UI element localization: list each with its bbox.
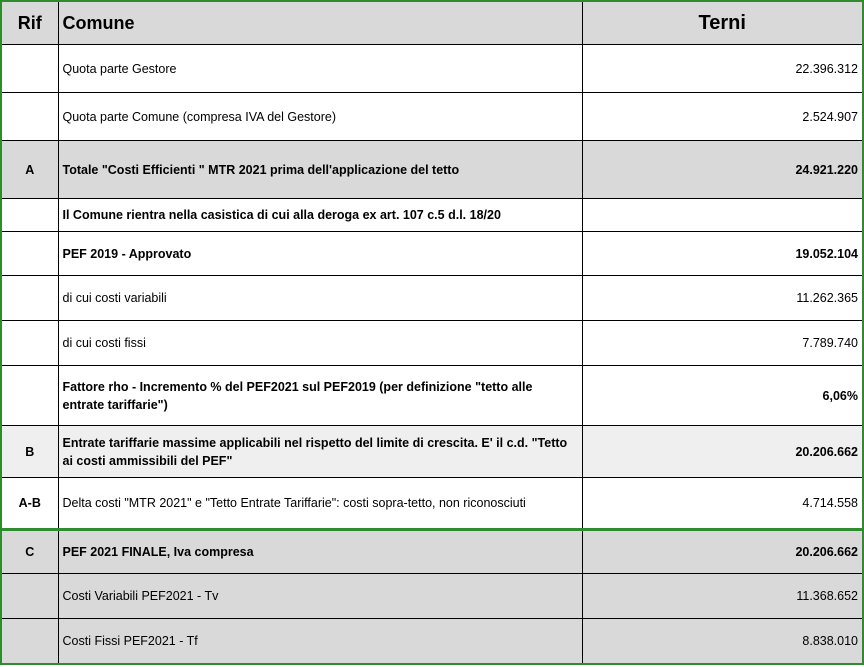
description-cell: Totale "Costi Efficienti " MTR 2021 prima dell'applicazione del tetto <box>58 141 582 199</box>
value-cell: 20.206.662 <box>582 530 863 574</box>
table-row <box>1 276 863 321</box>
table-row <box>1 199 863 232</box>
value-cell: 8.838.010 <box>582 619 863 664</box>
header-terni: Terni <box>582 1 863 45</box>
description-cell: Quota parte Gestore <box>58 45 582 93</box>
table-row <box>1 426 863 478</box>
table-row <box>1 574 863 619</box>
rif-cell <box>1 45 58 93</box>
rif-cell: A-B <box>1 478 58 530</box>
value-cell: 19.052.104 <box>582 232 863 276</box>
value-cell <box>582 199 863 232</box>
table-header-row <box>1 1 863 45</box>
table-row <box>1 530 863 574</box>
description-cell: Quota parte Comune (compresa IVA del Gestore) <box>58 93 582 141</box>
value-cell: 6,06% <box>582 366 863 426</box>
table-row <box>1 478 863 530</box>
rif-cell <box>1 199 58 232</box>
value-cell: 24.921.220 <box>582 141 863 199</box>
value-cell: 2.524.907 <box>582 93 863 141</box>
rif-cell <box>1 366 58 426</box>
description-cell: PEF 2019 - Approvato <box>58 232 582 276</box>
value-cell: 4.714.558 <box>582 478 863 530</box>
table-row <box>1 619 863 664</box>
description-cell: Fattore rho - Incremento % del PEF2021 sul PEF2019 (per definizione "tetto alle entrate tariffarie") <box>58 366 582 426</box>
value-cell: 11.368.652 <box>582 574 863 619</box>
description-cell: Costi Variabili PEF2021 - Tv <box>58 574 582 619</box>
description-cell: Il Comune rientra nella casistica di cui alla deroga ex art. 107 c.5 d.l. 18/20 <box>58 199 582 232</box>
table-row <box>1 45 863 93</box>
table-row <box>1 93 863 141</box>
description-cell: di cui costi variabili <box>58 276 582 321</box>
rif-cell <box>1 93 58 141</box>
description-cell: Costi Fissi PEF2021 - Tf <box>58 619 582 664</box>
rif-cell <box>1 619 58 664</box>
table-row <box>1 141 863 199</box>
rif-cell: B <box>1 426 58 478</box>
rif-cell <box>1 232 58 276</box>
header-rif: Rif <box>1 1 58 45</box>
description-cell: Delta costi "MTR 2021" e "Tetto Entrate Tariffarie": costi sopra-tetto, non riconosciuti <box>58 478 582 530</box>
description-cell: PEF 2021 FINALE, Iva compresa <box>58 530 582 574</box>
value-cell: 22.396.312 <box>582 45 863 93</box>
rif-cell <box>1 321 58 366</box>
rif-cell <box>1 276 58 321</box>
table-row <box>1 232 863 276</box>
value-cell: 7.789.740 <box>582 321 863 366</box>
rif-cell: C <box>1 530 58 574</box>
rif-cell <box>1 574 58 619</box>
header-comune: Comune <box>58 1 582 45</box>
description-cell: Entrate tariffarie massime applicabili nel rispetto del limite di crescita. E' il c.d. "Tetto ai costi ammissibili del PEF" <box>58 426 582 478</box>
description-cell: di cui costi fissi <box>58 321 582 366</box>
table-row <box>1 366 863 426</box>
rif-cell: A <box>1 141 58 199</box>
value-cell: 11.262.365 <box>582 276 863 321</box>
value-cell: 20.206.662 <box>582 426 863 478</box>
table-row <box>1 321 863 366</box>
